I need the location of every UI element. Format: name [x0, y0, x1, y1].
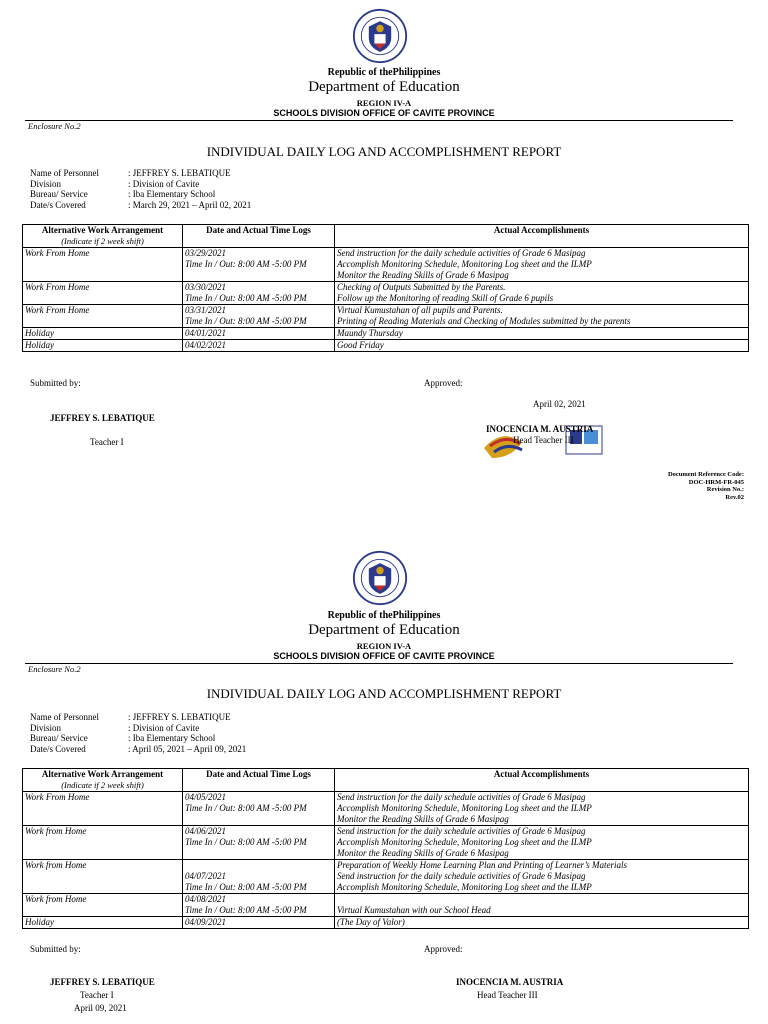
- table-row: [23, 305, 749, 328]
- approved-date: April 02, 2021: [533, 399, 586, 409]
- header-rule: [25, 663, 733, 664]
- arrangement-cell: Work From Home: [23, 282, 183, 305]
- republic-heading: Republic of thePhilippines: [327, 67, 441, 78]
- time-log-cell: 04/06/2021 Time In / Out: 8:00 AM -5:00 PM: [183, 826, 335, 860]
- arrangement-cell: Work From Home: [23, 248, 183, 282]
- division-heading: SCHOOLS DIVISION OFFICE OF CAVITE PROVINCE: [273, 651, 495, 661]
- info-row: Name of Personnel : JEFFREY S. LEBATIQUE: [30, 168, 231, 178]
- document-reference: Document Reference Code: DOC-HRM-FR-045 Revision No.: Rev.02: [667, 471, 744, 501]
- column-header-time-logs: Date and Actual Time Logs: [183, 769, 335, 792]
- table-row: [23, 340, 749, 352]
- column-header-accomplishments: Actual Accomplishments: [335, 769, 749, 792]
- enclosure-label: Enclosure No.2: [28, 121, 81, 131]
- approver-name: INOCENCIA M. AUSTRIA: [456, 977, 564, 987]
- table-row: [23, 328, 749, 340]
- accomplishment-cell: Send instruction for the daily schedule activities of Grade 6 Masipag Accomplish Monitoring Schedule, Monitoring Log sheet and the ILMP Monitor the Reading Skills of Grade 6 Masipag: [335, 826, 749, 860]
- info-row: Bureau/ Service : Iba Elementary School: [30, 733, 216, 743]
- time-log-cell: 03/30/2021 Time In / Out: 8:00 AM -5:00 PM: [183, 282, 335, 305]
- region-heading: REGION IV-A: [356, 98, 412, 108]
- header-rule: [25, 120, 733, 121]
- table-row: [23, 792, 749, 826]
- submitter-name: JEFFREY S. LEBATIQUE: [50, 977, 155, 987]
- time-log-cell: 04/01/2021: [183, 328, 335, 340]
- department-heading: Department of Education: [308, 622, 460, 638]
- arrangement-cell: Holiday: [23, 340, 183, 352]
- republic-heading: Republic of thePhilippines: [327, 610, 441, 621]
- time-log-cell: 04/02/2021: [183, 340, 335, 352]
- submitted-by-label: Submitted by:: [30, 378, 81, 388]
- report-title: INDIVIDUAL DAILY LOG AND ACCOMPLISHMENT REPORT: [206, 686, 562, 701]
- arrangement-cell: Work From Home: [23, 792, 183, 826]
- accomplishment-cell: Maundy Thursday: [335, 328, 749, 340]
- approver-name: INOCENCIA M. AUSTRIA: [486, 424, 594, 434]
- arrangement-cell: Work from Home: [23, 826, 183, 860]
- division-heading: SCHOOLS DIVISION OFFICE OF CAVITE PROVINCE: [273, 108, 495, 118]
- time-log-cell: 04/08/2021 Time In / Out: 8:00 AM -5:00 PM: [183, 894, 335, 917]
- accomplishment-cell: Preparation of Weekly Home Learning Plan and Printing of Learner’s Materials Send instruction for the daily schedule activities of Grade 6 Masipag Accomplish Monitoring Schedule, Monitoring Log sheet and the ILMP: [335, 860, 749, 894]
- daily-log-table: [22, 768, 749, 929]
- personnel-info: [30, 712, 246, 754]
- time-log-cell: 04/09/2021: [183, 917, 335, 929]
- submitter-name: JEFFREY S. LEBATIQUE: [50, 413, 155, 423]
- approved-label: Approved:: [424, 944, 463, 954]
- table-row: [23, 917, 749, 929]
- approver-position: Head Teacher III: [477, 990, 538, 1000]
- accomplishment-cell: Virtual Kumustahan of all pupils and Parents. Printing of Reading Materials and Checking of Modules submitted by the parents: [335, 305, 749, 328]
- table-header-row: [23, 769, 749, 792]
- approved-label: Approved:: [424, 378, 463, 388]
- arrangement-cell: Work From Home: [23, 305, 183, 328]
- column-header-accomplishments: Actual Accomplishments: [335, 225, 749, 248]
- info-row: Name of Personnel : JEFFREY S. LEBATIQUE: [30, 712, 231, 722]
- deped-seal-icon: [352, 8, 408, 64]
- region-heading: REGION IV-A: [356, 641, 412, 651]
- accomplishment-cell: Virtual Kumustahan with our School Head: [335, 894, 749, 917]
- accomplishment-cell: Good Friday: [335, 340, 749, 352]
- info-row: Date/s Covered : March 29, 2021 – April 02, 2021: [30, 199, 252, 210]
- accomplishment-cell: (The Day of Valor): [335, 917, 749, 929]
- table-row: [23, 894, 749, 917]
- submitter-position: Teacher I: [90, 437, 124, 447]
- info-row: Division : Division of Cavite: [30, 722, 200, 733]
- arrangement-cell: Holiday: [23, 917, 183, 929]
- column-header-arrangement: Alternative Work Arrangement (Indicate if 2 week shift): [23, 769, 183, 792]
- deped-seal-icon: [352, 550, 408, 606]
- submitter-position: Teacher I: [80, 990, 114, 1000]
- arrangement-cell: Work from Home: [23, 860, 183, 894]
- column-header-time-logs: Date and Actual Time Logs: [183, 225, 335, 248]
- info-row: Date/s Covered : April 05, 2021 – April 09, 2021: [30, 743, 247, 754]
- arrangement-cell: Holiday: [23, 328, 183, 340]
- daily-log-table: [22, 224, 749, 352]
- table-header-row: [23, 225, 749, 248]
- time-log-cell: 04/07/2021 Time In / Out: 8:00 AM -5:00 PM: [183, 860, 335, 894]
- table-row: [23, 860, 749, 894]
- table-row: [23, 826, 749, 860]
- accomplishment-cell: Send instruction for the daily schedule activities of Grade 6 Masipag Accomplish Monitoring Schedule, Monitoring Log sheet and the ILMP Monitor the Reading Skills of Grade 6 Masipag: [335, 792, 749, 826]
- enclosure-label: Enclosure No.2: [28, 664, 81, 674]
- column-header-arrangement: Alternative Work Arrangement (Indicate if 2 week shift): [23, 225, 183, 248]
- arrangement-cell: Work from Home: [23, 894, 183, 917]
- personnel-info: [30, 168, 251, 210]
- submitter-date: April 09, 2021: [74, 1003, 127, 1013]
- info-row: Division : Division of Cavite: [30, 178, 200, 189]
- accomplishment-cell: Send instruction for the daily schedule activities of Grade 6 Masipag Accomplish Monitoring Schedule, Monitoring Log sheet and the ILMP Monitor the Reading Skills of Grade 6 Masipag: [335, 248, 749, 282]
- submitted-by-label: Submitted by:: [30, 944, 81, 954]
- accomplishment-cell: Checking of Outputs Submitted by the Parents. Follow up the Monitoring of reading Skill of Grade 6 pupils: [335, 282, 749, 305]
- time-log-cell: 03/31/2021 Time In / Out: 8:00 AM -5:00 PM: [183, 305, 335, 328]
- department-heading: Department of Education: [308, 79, 460, 95]
- approver-position: Head Teacher III: [513, 435, 574, 445]
- time-log-cell: 04/05/2021 Time In / Out: 8:00 AM -5:00 PM: [183, 792, 335, 826]
- report-title: INDIVIDUAL DAILY LOG AND ACCOMPLISHMENT REPORT: [206, 144, 562, 159]
- table-row: [23, 248, 749, 282]
- table-row: [23, 282, 749, 305]
- time-log-cell: 03/29/2021 Time In / Out: 8:00 AM -5:00 PM: [183, 248, 335, 282]
- info-row: Bureau/ Service : Iba Elementary School: [30, 189, 216, 199]
